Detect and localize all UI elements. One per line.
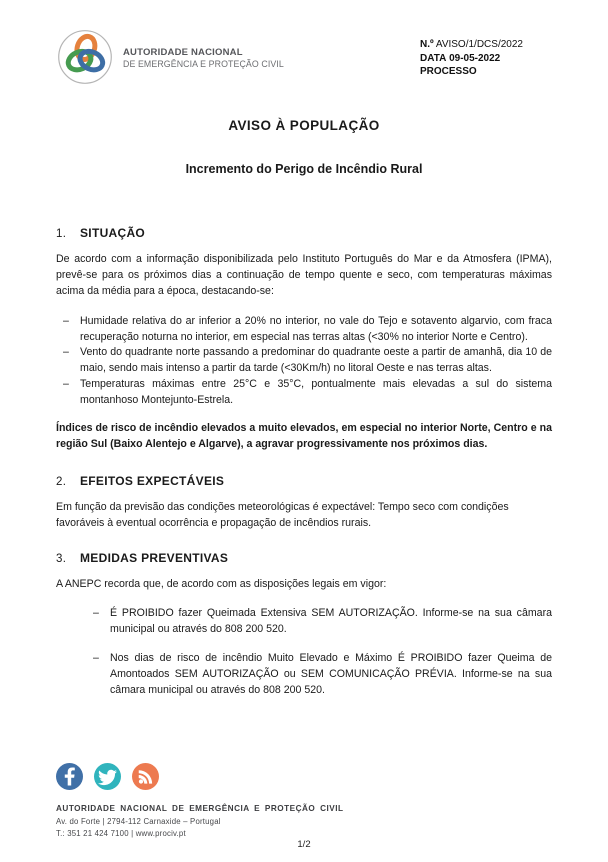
dash-marker: – bbox=[93, 652, 99, 665]
situacao-bullet-list bbox=[56, 314, 552, 409]
facebook-button[interactable] bbox=[56, 763, 83, 790]
page-number: 1/2 bbox=[297, 839, 311, 850]
section-number: 2. bbox=[56, 475, 67, 488]
page-title: AVISO À POPULAÇÃO bbox=[228, 118, 380, 133]
doc-date-label: DATA bbox=[420, 52, 447, 64]
brand-text bbox=[123, 45, 284, 69]
section-heading-situacao bbox=[56, 226, 552, 240]
section-heading-medidas bbox=[56, 551, 552, 565]
section-title: SITUAÇÃO bbox=[80, 226, 146, 240]
header bbox=[56, 28, 552, 92]
facebook-icon bbox=[56, 763, 83, 790]
list-item bbox=[56, 606, 552, 638]
section-number: 3. bbox=[56, 552, 67, 565]
list-item bbox=[56, 651, 552, 699]
rss-icon bbox=[132, 763, 159, 790]
list-item bbox=[56, 377, 552, 409]
doc-process-label: PROCESSO bbox=[420, 66, 477, 77]
doc-date-value: 09-05-2022 bbox=[449, 52, 501, 64]
dash-marker: – bbox=[63, 314, 69, 327]
doc-date-row bbox=[420, 52, 552, 66]
section-heading-efeitos bbox=[56, 474, 552, 488]
brand-subtitle: DE EMERGÊNCIA E PROTEÇÃO CIVIL bbox=[123, 59, 284, 69]
medidas-bullet-list bbox=[56, 606, 552, 698]
doc-process-row bbox=[420, 65, 552, 79]
brand-name: AUTORIDADE NACIONAL bbox=[123, 47, 243, 58]
list-item bbox=[56, 345, 552, 377]
section-title: MEDIDAS PREVENTIVAS bbox=[80, 550, 229, 565]
twitter-icon bbox=[94, 763, 121, 790]
doc-number-row bbox=[420, 38, 552, 52]
doc-number-label: N.º bbox=[420, 39, 434, 50]
section-title: EFEITOS EXPECTÁVEIS bbox=[80, 473, 225, 488]
brand bbox=[56, 28, 284, 86]
footer-address: Av. do Forte | 2794-112 Carnaxide – Portugal bbox=[56, 816, 221, 826]
medidas-intro-paragraph: A ANEPC recorda que, de acordo com as disposições legais em vigor: bbox=[56, 577, 387, 590]
twitter-button[interactable] bbox=[94, 763, 121, 790]
list-item bbox=[56, 314, 552, 346]
list-item-text: Temperaturas máximas entre 25°C e 35°C, pontualmente mais elevadas a sul do sistema montanhoso Montejunto-Estrela. bbox=[80, 378, 552, 407]
dash-marker: – bbox=[63, 378, 69, 391]
social-links bbox=[56, 763, 552, 790]
list-item-text: É PROIBIDO fazer Queimada Extensiva SEM AUTORIZAÇÃO. Informe-se na sua câmara municipal ou através do 808 200 520. bbox=[110, 607, 552, 636]
section-number: 1. bbox=[56, 228, 67, 240]
footer-org-name: AUTORIDADE NACIONAL DE EMERGÊNCIA E PROTEÇÃO CIVIL bbox=[56, 804, 344, 813]
document-meta bbox=[420, 28, 552, 79]
list-item-text: Nos dias de risco de incêndio Muito Elevado e Máximo É PROIBIDO fazer Queima de Amontoados SEM AUTORIZAÇÃO ou SEM COMUNICAÇÃO PRÉVIA. Informe-se na sua câmara municipal ou através do 808 200 520. bbox=[110, 652, 552, 697]
dash-marker: – bbox=[63, 346, 69, 359]
page-subtitle: Incremento do Perigo de Incêndio Rural bbox=[185, 162, 423, 176]
footer bbox=[56, 763, 552, 838]
anepc-logo-icon bbox=[56, 28, 114, 86]
list-item-text: Humidade relativa do ar inferior a 20% no interior, no vale do Tejo e sotavento algarvio, com fraca recuperação noturna no interior, em especial nas terras altas (<30% no interior Norte e Centro). bbox=[80, 314, 552, 343]
dash-marker: – bbox=[93, 607, 99, 620]
efeitos-paragraph: Em função da previsão das condições meteorológicas é expectável: Tempo seco com condições favoráveis à eventual ocorrência e propagação de incêndios rurais. bbox=[56, 500, 509, 529]
risk-emphasis-paragraph: Índices de risco de incêndio elevados a muito elevados, em especial no interior Norte, Centro e na região Sul (Baixo Alentejo e Algarve), a agravar progressivamente nos próximos dias. bbox=[56, 422, 552, 450]
footer-phone: T.: 351 21 424 7100 | www.prociv.pt bbox=[56, 829, 186, 838]
doc-number-value: AVISO/1/DCS/2022 bbox=[435, 39, 523, 50]
list-item-text: Vento do quadrante norte passando a predominar do quadrante oeste a partir de amanhã, dia 10 de maio, sendo mais intenso a partir da tarde (<30Km/h) no litoral Oeste e nas terras altas. bbox=[80, 346, 552, 375]
rss-button[interactable] bbox=[132, 763, 159, 790]
situacao-intro-paragraph: De acordo com a informação disponibilizada pelo Instituto Português do Mar e da Atmosfera (IPMA), prevê-se para os próximos dias a continuação de tempo quente e seco, com temperaturas máximas acima da média para a época, destacando-se: bbox=[56, 253, 552, 297]
